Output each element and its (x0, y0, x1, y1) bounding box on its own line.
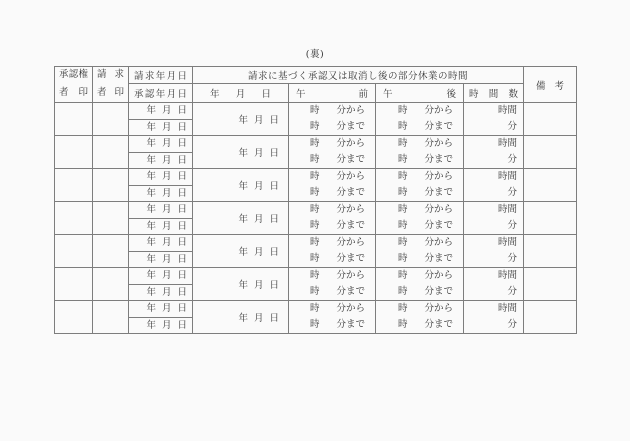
am-from-hour-label: 時 (309, 237, 320, 248)
approval-date-cell (129, 119, 193, 136)
approval-date-cell (129, 218, 193, 235)
hours-unit-label: 時間 (498, 105, 518, 116)
approver-seal-cell (55, 268, 93, 301)
pm-time-from-line (376, 235, 463, 251)
am-time-cell (289, 103, 376, 136)
requester-seal-cell (93, 235, 129, 268)
request-date-placeholder: 年 月 日 (146, 171, 187, 183)
pm-from-hour-label: 時 (397, 105, 408, 116)
am-to-minute-label: 分まで (336, 187, 365, 198)
am-to-hour-label: 時 (309, 154, 320, 165)
pm-to-minute-label: 分まで (424, 286, 453, 297)
am-time-from-line (289, 235, 375, 251)
minutes-unit-label: 分 (507, 187, 518, 198)
pm-to-hour-label: 時 (397, 121, 408, 132)
leave-date-placeholder: 年 月 日 (238, 148, 279, 159)
approver-seal-cell (55, 235, 93, 268)
header-remarks: 備考 (524, 67, 577, 103)
am-from-hour-label: 時 (309, 105, 320, 116)
approval-date-placeholder: 年 月 日 (146, 319, 187, 331)
am-time-cell (289, 136, 376, 169)
requester-seal-cell (93, 268, 129, 301)
header-requester-seal (93, 67, 129, 103)
pm-from-minute-label: 分から (424, 303, 453, 314)
am-from-minute-label: 分から (336, 204, 365, 215)
am-to-hour-label: 時 (309, 286, 320, 297)
entry-block-row-1 (55, 169, 577, 186)
approver-seal-cell (55, 169, 93, 202)
leave-date-placeholder: 年 月 日 (238, 214, 279, 225)
am-time-cell (289, 169, 376, 202)
request-date-placeholder: 年 月 日 (146, 237, 187, 249)
pm-from-minute-label: 分から (424, 138, 453, 149)
leave-date-placeholder: 年 月 日 (238, 115, 279, 126)
pm-from-minute-label: 分から (424, 270, 453, 281)
pm-to-minute-label: 分まで (424, 154, 453, 165)
pm-time-cell (376, 235, 464, 268)
am-time-to-line (289, 284, 375, 300)
request-date-placeholder: 年 月 日 (146, 303, 187, 315)
am-from-hour-label: 時 (309, 204, 320, 215)
pm-to-hour-label: 時 (397, 319, 408, 330)
am-time-to-line (289, 251, 375, 267)
leave-date-cell (193, 202, 289, 235)
pm-from-minute-label: 分から (424, 105, 453, 116)
am-time-from-line (289, 136, 375, 152)
pm-to-minute-label: 分まで (424, 121, 453, 132)
am-to-minute-label: 分まで (336, 220, 365, 231)
hours-count-cell (464, 268, 524, 301)
request-date-cell (129, 103, 193, 120)
pm-time-cell (376, 103, 464, 136)
am-time-from-line (289, 103, 375, 119)
request-date-cell (129, 202, 193, 219)
am-from-hour-label: 時 (309, 171, 320, 182)
pm-time-from-line (376, 301, 463, 317)
leave-date-cell (193, 268, 289, 301)
pm-time-to-line (376, 152, 463, 168)
am-to-hour-label: 時 (309, 253, 320, 264)
hours-count-cell (464, 103, 524, 136)
pm-to-minute-label: 分まで (424, 319, 453, 330)
header-request-date: 請求年月日 (129, 67, 193, 84)
am-to-hour-label: 時 (309, 220, 320, 231)
hours-unit-label: 時間 (498, 270, 518, 281)
pm-to-hour-label: 時 (397, 220, 408, 231)
approval-date-cell (129, 185, 193, 202)
hours-unit-label: 時間 (498, 303, 518, 314)
am-from-hour-label: 時 (309, 270, 320, 281)
pm-to-hour-label: 時 (397, 154, 408, 165)
approver-seal-label-line1: 承認権 (59, 69, 88, 80)
remarks-cell (524, 235, 577, 268)
requester-seal-cell (93, 136, 129, 169)
pm-time-from-line (376, 169, 463, 185)
entry-block-row-1 (55, 235, 577, 252)
pm-from-hour-label: 時 (397, 138, 408, 149)
am-to-minute-label: 分まで (336, 253, 365, 264)
pm-from-minute-label: 分から (424, 204, 453, 215)
remarks-cell (524, 202, 577, 235)
am-time-from-line (289, 301, 375, 317)
pm-from-hour-label: 時 (397, 204, 408, 215)
request-date-cell (129, 169, 193, 186)
pm-time-to-line (376, 284, 463, 300)
pm-time-to-line (376, 317, 463, 333)
am-time-to-line (289, 185, 375, 201)
leave-date-placeholder: 年 月 日 (238, 247, 279, 258)
minutes-unit-label: 分 (507, 319, 518, 330)
pm-to-hour-label: 時 (397, 286, 408, 297)
entry-block-row-1 (55, 202, 577, 219)
am-time-cell (289, 268, 376, 301)
am-time-from-line (289, 169, 375, 185)
am-to-hour-label: 時 (309, 121, 320, 132)
pm-to-minute-label: 分まで (424, 253, 453, 264)
hours-count-cell (464, 235, 524, 268)
page-side-label: (裏) (305, 49, 325, 60)
leave-date-cell (193, 169, 289, 202)
am-time-to-line (289, 152, 375, 168)
leave-date-placeholder: 年 月 日 (238, 280, 279, 291)
approval-date-placeholder: 年 月 日 (146, 154, 187, 166)
entry-block-row-1 (55, 301, 577, 318)
am-time-from-line (289, 268, 375, 284)
approval-date-placeholder: 年 月 日 (146, 286, 187, 298)
header-approval-date: 承認年月日 (129, 83, 193, 102)
approval-date-placeholder: 年 月 日 (146, 220, 187, 232)
pm-time-cell (376, 169, 464, 202)
am-to-minute-label: 分まで (336, 121, 365, 132)
approver-seal-cell (55, 103, 93, 136)
pm-time-from-line (376, 202, 463, 218)
requester-seal-cell (93, 103, 129, 136)
pm-time-to-line (376, 185, 463, 201)
remarks-cell (524, 136, 577, 169)
header-pm: 午後 (376, 83, 464, 102)
pm-from-minute-label: 分から (424, 237, 453, 248)
request-date-placeholder: 年 月 日 (146, 138, 187, 150)
hours-unit-label: 時間 (498, 171, 518, 182)
am-from-hour-label: 時 (309, 138, 320, 149)
minutes-unit-label: 分 (507, 121, 518, 132)
header-am: 午前 (289, 83, 376, 102)
remarks-cell (524, 301, 577, 334)
approver-seal-cell (55, 202, 93, 235)
am-from-minute-label: 分から (336, 171, 365, 182)
header-hours: 時間数 (464, 83, 524, 102)
am-to-minute-label: 分まで (336, 154, 365, 165)
hours-unit-label: 時間 (498, 138, 518, 149)
entry-block-row-1 (55, 268, 577, 285)
am-from-minute-label: 分から (336, 270, 365, 281)
requester-seal-cell (93, 202, 129, 235)
pm-from-hour-label: 時 (397, 270, 408, 281)
entry-block-row-1 (55, 103, 577, 120)
request-date-cell (129, 268, 193, 285)
header-approver-seal (55, 67, 93, 103)
requester-seal-label-line1: 請求 (97, 69, 124, 80)
hours-count-cell (464, 169, 524, 202)
am-from-minute-label: 分から (336, 237, 365, 248)
remarks-cell (524, 169, 577, 202)
leave-date-cell (193, 235, 289, 268)
am-time-cell (289, 202, 376, 235)
approval-date-placeholder: 年 月 日 (146, 187, 187, 199)
pm-time-cell (376, 301, 464, 334)
am-time-to-line (289, 218, 375, 234)
approver-seal-label-line2: 者印 (59, 87, 88, 98)
am-time-to-line (289, 119, 375, 135)
hours-count-cell (464, 202, 524, 235)
minutes-unit-label: 分 (507, 253, 518, 264)
header-date: 年月日 (193, 83, 289, 102)
pm-to-minute-label: 分まで (424, 220, 453, 231)
requester-seal-label-line2: 者印 (97, 87, 124, 98)
partial-leave-form-table (54, 66, 577, 334)
request-date-cell (129, 235, 193, 252)
pm-time-to-line (376, 251, 463, 267)
request-date-cell (129, 301, 193, 318)
hours-count-cell (464, 301, 524, 334)
am-to-minute-label: 分まで (336, 286, 365, 297)
approval-date-placeholder: 年 月 日 (146, 121, 187, 133)
request-date-placeholder: 年 月 日 (146, 270, 187, 282)
pm-time-cell (376, 202, 464, 235)
leave-date-placeholder: 年 月 日 (238, 313, 279, 324)
am-time-cell (289, 235, 376, 268)
am-to-hour-label: 時 (309, 187, 320, 198)
pm-time-cell (376, 136, 464, 169)
am-to-hour-label: 時 (309, 319, 320, 330)
pm-from-minute-label: 分から (424, 171, 453, 182)
requester-seal-cell (93, 169, 129, 202)
am-from-minute-label: 分から (336, 105, 365, 116)
am-from-minute-label: 分から (336, 138, 365, 149)
approval-date-placeholder: 年 月 日 (146, 253, 187, 265)
am-to-minute-label: 分まで (336, 319, 365, 330)
am-time-to-line (289, 317, 375, 333)
approval-date-cell (129, 284, 193, 301)
hours-unit-label: 時間 (498, 204, 518, 215)
am-time-from-line (289, 202, 375, 218)
approver-seal-cell (55, 301, 93, 334)
pm-from-hour-label: 時 (397, 237, 408, 248)
leave-date-cell (193, 301, 289, 334)
pm-to-minute-label: 分まで (424, 187, 453, 198)
requester-seal-cell (93, 301, 129, 334)
pm-time-from-line (376, 136, 463, 152)
pm-time-to-line (376, 218, 463, 234)
approver-seal-cell (55, 136, 93, 169)
approval-date-cell (129, 317, 193, 334)
request-date-placeholder: 年 月 日 (146, 105, 187, 117)
remarks-cell (524, 103, 577, 136)
approval-date-cell (129, 251, 193, 268)
request-date-cell (129, 136, 193, 153)
remarks-cell (524, 268, 577, 301)
minutes-unit-label: 分 (507, 154, 518, 165)
pm-time-from-line (376, 103, 463, 119)
pm-from-hour-label: 時 (397, 303, 408, 314)
am-from-minute-label: 分から (336, 303, 365, 314)
minutes-unit-label: 分 (507, 220, 518, 231)
header-main-title: 請求に基づく承認又は取消し後の部分休業の時間 (193, 67, 524, 84)
pm-to-hour-label: 時 (397, 253, 408, 264)
am-time-cell (289, 301, 376, 334)
pm-time-cell (376, 268, 464, 301)
pm-to-hour-label: 時 (397, 187, 408, 198)
am-from-hour-label: 時 (309, 303, 320, 314)
pm-time-to-line (376, 119, 463, 135)
leave-date-placeholder: 年 月 日 (238, 181, 279, 192)
leave-date-cell (193, 136, 289, 169)
request-date-placeholder: 年 月 日 (146, 204, 187, 216)
hours-count-cell (464, 136, 524, 169)
pm-from-hour-label: 時 (397, 171, 408, 182)
entry-block-row-1 (55, 136, 577, 153)
approval-date-cell (129, 152, 193, 169)
hours-unit-label: 時間 (498, 237, 518, 248)
pm-time-from-line (376, 268, 463, 284)
leave-date-cell (193, 103, 289, 136)
minutes-unit-label: 分 (507, 286, 518, 297)
